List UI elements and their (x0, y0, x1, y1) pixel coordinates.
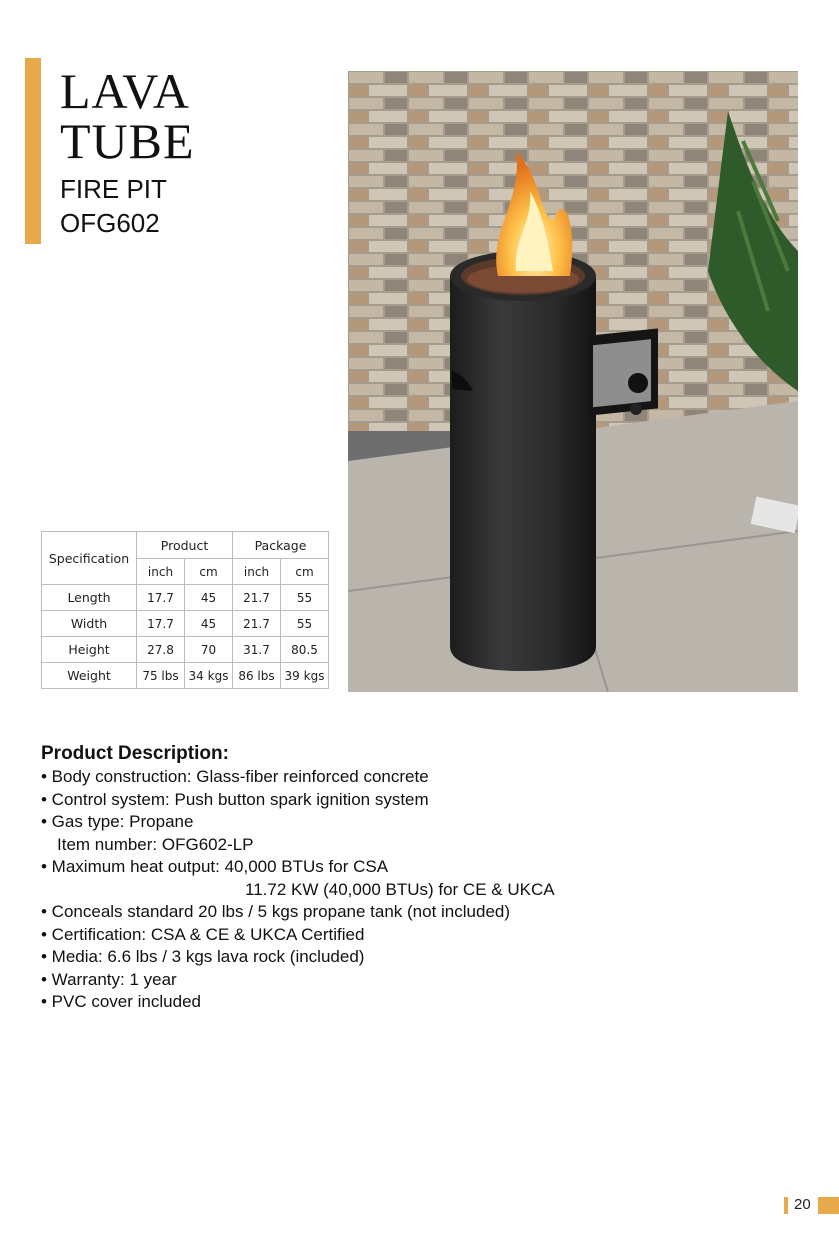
row-label: Weight (42, 663, 137, 689)
specification-table (41, 531, 329, 689)
title-line-1: LAVA (60, 63, 190, 119)
table-row (42, 585, 329, 611)
table-cell: 21.7 (233, 611, 281, 637)
table-cell: 31.7 (233, 637, 281, 663)
table-cell: 86 lbs (233, 663, 281, 689)
description-line: • Conceals standard 20 lbs / 5 kgs propane tank (not included) (41, 902, 511, 921)
table-row (42, 611, 329, 637)
row-label: Width (42, 611, 137, 637)
page-number: 20 (794, 1196, 811, 1213)
row-label: Height (42, 637, 137, 663)
product-photo (348, 71, 798, 692)
description-line: • Maximum heat output: 40,000 BTUs for CSA (41, 857, 389, 876)
product-category: FIRE PIT (60, 174, 167, 204)
table-row (42, 663, 329, 689)
table-cell: 45 (185, 611, 233, 637)
unit-header: inch (233, 559, 281, 585)
package-group-header: Package (233, 532, 329, 559)
product-model: OFG602 (60, 208, 160, 238)
description-line: • Warranty: 1 year (41, 969, 177, 989)
table-cell: 70 (185, 637, 233, 663)
table-cell: 55 (281, 611, 329, 637)
product-title (60, 63, 195, 169)
product-group-header: Product (137, 532, 233, 559)
page-number-accent (784, 1197, 788, 1214)
description-title: Product Description: (41, 743, 229, 764)
description-line: • Gas type: Propane (41, 812, 194, 831)
unit-header: inch (137, 559, 185, 585)
table-cell: 39 kgs (281, 663, 329, 689)
description-line: • Control system: Push button spark ignition system (41, 789, 429, 809)
row-label: Length (42, 585, 137, 611)
description-line: • Certification: CSA & CE & UKCA Certified (41, 924, 365, 944)
table-cell: 34 kgs (185, 663, 233, 689)
description-line: • Media: 6.6 lbs / 3 kgs lava rock (included) (41, 947, 365, 966)
unit-header: cm (185, 559, 233, 585)
table-cell: 21.7 (233, 585, 281, 611)
table-cell: 17.7 (137, 611, 185, 637)
table-cell: 17.7 (137, 585, 185, 611)
description-line: Item number: OFG602-LP (57, 834, 254, 854)
table-cell: 45 (185, 585, 233, 611)
table-cell: 75 lbs (137, 663, 185, 689)
description-line: 11.72 KW (40,000 BTUs) for CE & UKCA (245, 879, 555, 899)
product-description (41, 742, 555, 1014)
table-row (42, 637, 329, 663)
description-line: • PVC cover included (41, 992, 201, 1011)
table-cell: 55 (281, 585, 329, 611)
spec-corner-label: Specification (42, 532, 137, 585)
description-line: • Body construction: Glass-fiber reinforced concrete (41, 767, 429, 786)
title-line-2: TUBE (60, 113, 195, 169)
table-cell: 27.8 (137, 637, 185, 663)
page-number-block (818, 1197, 839, 1214)
title-accent-bar (25, 58, 41, 244)
table-cell: 80.5 (281, 637, 329, 663)
unit-header: cm (281, 559, 329, 585)
